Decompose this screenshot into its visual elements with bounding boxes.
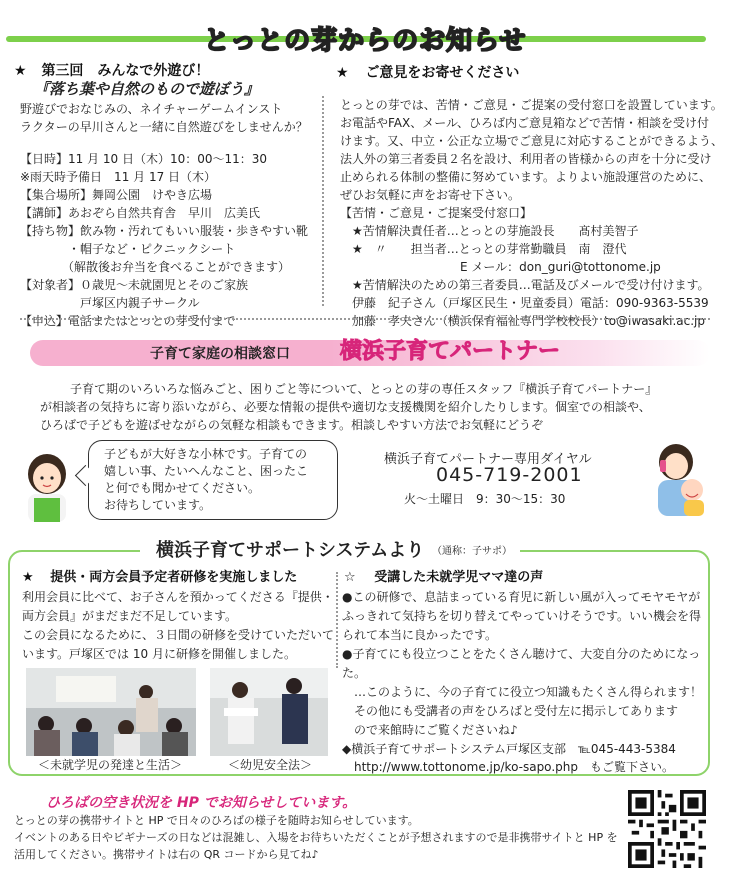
qr-code[interactable] xyxy=(628,790,706,868)
partner-title: 横浜子育てパートナー xyxy=(340,339,561,364)
hiroba-body: とっとの芽の携帯サイトと HP で日々のひろばの様子を随時お知らせしています。 イベントのある日やビギナーズの日などは混雑し、入場をお待ちいただくことが予想されますので是非携帯サイトと HP を 活用してください。携帯サイトは右の QR コードから見てね♪ xyxy=(14,814,618,861)
column-divider xyxy=(322,96,324,306)
outdoor-details: 【日時】11 月 10 日（木）10：00～11：30 ※雨天時予備日 11 月 17 日（木） 【集合場所】舞岡公園 けやき広場 【講師】あおぞら自然共育舎 早川 広美氏 【持ち物】飲み物・汚れてもいい服装・歩きやすい靴 ・帽子など・ピクニックシート （解散後お弁当を食べることができます） 【対象者】０歳児～未就園児とそのご家族 戸塚区内親子サークル 【申込】電話またはとっとの芽受付まで xyxy=(20,152,309,328)
bubble-text: 子どもが大好きな小林です。子育ての 嬉しい事、たいへんなこと、困ったこ と何でも聞かせてください。 お待ちしています。 xyxy=(104,447,309,512)
support-url[interactable]: http://www.tottonome.jp/ko-sapo.php もご覧下さい。 xyxy=(342,760,674,774)
star-icon: ★ xyxy=(22,570,34,585)
voices-body: ●この研修で、息詰まっている育児に新しい風が入ってモヤモヤが ふっきれて気持ちを切り替えてやっていけそうです。いい機会を得 られて本当に良かったです。 ●子育てにも役立つことをたくさん聴けて、大変自分のためになっ た。 …このように、今の子育てに役立つ知識もたくさん得られます！ その他にも受講者の声をひろばと受付左に掲示してあります ので来館時にご覧くださいね♪ xyxy=(342,590,703,737)
opinion-body: とっとの芽では、苦情・ご意見・ご提案の受付窓口を設置しています。 お電話やFAX、メール、ひろば内ご意見箱などで苦情・相談を受け付 けます。又、中立・公正な立場でご意見に対応することができるよう、 法人外の第三者委員２名を設け、利用者の皆様からの声を十分に受け 止められる体制の整備に努めています。よりよい施設運営のために、 ぜひお気軽に声をお寄せ下さい。 【苦情・ご意見・ご提案受付窓口】 ★苦情解決責任者…とっとの芽施設長 髙村美智子 ★ 〃 担当者…とっとの芽常勤職員 南 澄代 E メール：don_guri@tottonome.jp ★苦情解決のための第三者委員…電話及びメールで受け付けます。 伊藤 紀子さん（戸塚区民生・児童委員）電話：090-9363-5539 加藤 孝夫さん（横浜保育福祉専門学校校長）to@iwasaki.ac.jp xyxy=(340,98,724,328)
opinion-heading: ★ ご意見をお寄せください xyxy=(336,65,520,81)
photo-caption-2: ＜幼児安全法＞ xyxy=(228,758,313,772)
hiroba-title: ひろばの空き状況を HP でお知らせしています。 xyxy=(46,795,357,811)
dial-number[interactable]: 045-719-2001 xyxy=(436,464,583,486)
training-photo-safety xyxy=(210,668,328,756)
staff-woman-illustration xyxy=(18,450,76,522)
outdoor-subheading: 『落ち葉や自然のもので遊ぼう』 xyxy=(34,80,260,98)
outdoor-intro: 野遊びでおなじみの、ネイチャーゲームインスト ラクターの早川さんと一緒に自然遊びをしませんか？ xyxy=(20,102,308,134)
partner-label: 子育て家庭の相談窓口 xyxy=(150,346,290,362)
training-photo-lecture xyxy=(26,668,196,756)
support-title: 横浜子育てサポートシステムより xyxy=(156,540,425,561)
support-nickname: （通称：子サポ） xyxy=(432,546,512,557)
training-heading: ★ 提供・両方会員予定者研修を実施しました xyxy=(22,570,298,585)
dial-label: 横浜子育てパートナー専用ダイヤル xyxy=(384,452,592,467)
dial-hours: 火～土曜日 9：30～15：30 xyxy=(404,492,566,506)
page-title: とっとの芽からのお知らせ xyxy=(203,26,527,56)
mother-baby-phone-illustration xyxy=(646,440,716,518)
outdoor-heading: ★ 第三回 みんなで外遊び！ xyxy=(14,63,210,79)
partner-body: 子育て期のいろいろな悩みごと、困りごと等について、とっとの芽の専任スタッフ『横浜子育てパートナー』 が相談者の気持ちに寄り添いながら、必要な情報の提供や適切な支援機関を紹介したりします。個室での相談や、 ひろばで子どもを遊ばせながらの気軽な相談もできます。相談しやすい方法でお気軽にどうぞ xyxy=(40,382,658,432)
support-divider xyxy=(336,572,338,668)
section-divider xyxy=(20,318,710,320)
voices-heading: ☆ 受講した未就学児ママ達の声 xyxy=(344,570,544,585)
star-icon: ★ xyxy=(14,63,27,79)
photo-caption-1: ＜未就学児の発達と生活＞ xyxy=(38,758,183,772)
star-icon: ★ xyxy=(336,65,349,81)
support-contact: ◆横浜子育てサポートシステム戸塚区支部 ℡045-443-5384 http://www.tottonome.jp/ko-sapo.php もご覧下さい。 xyxy=(342,742,676,774)
training-body: 利用会員に比べて、お子さんを預かってくださる『提供・ 両方会員』がまだまだ不足しています。 この会員になるために、３日間の研修を受けていただいて います。戸塚区では 10 月に研修を開催しました。 xyxy=(22,590,335,661)
star-outline-icon: ☆ xyxy=(344,570,356,585)
